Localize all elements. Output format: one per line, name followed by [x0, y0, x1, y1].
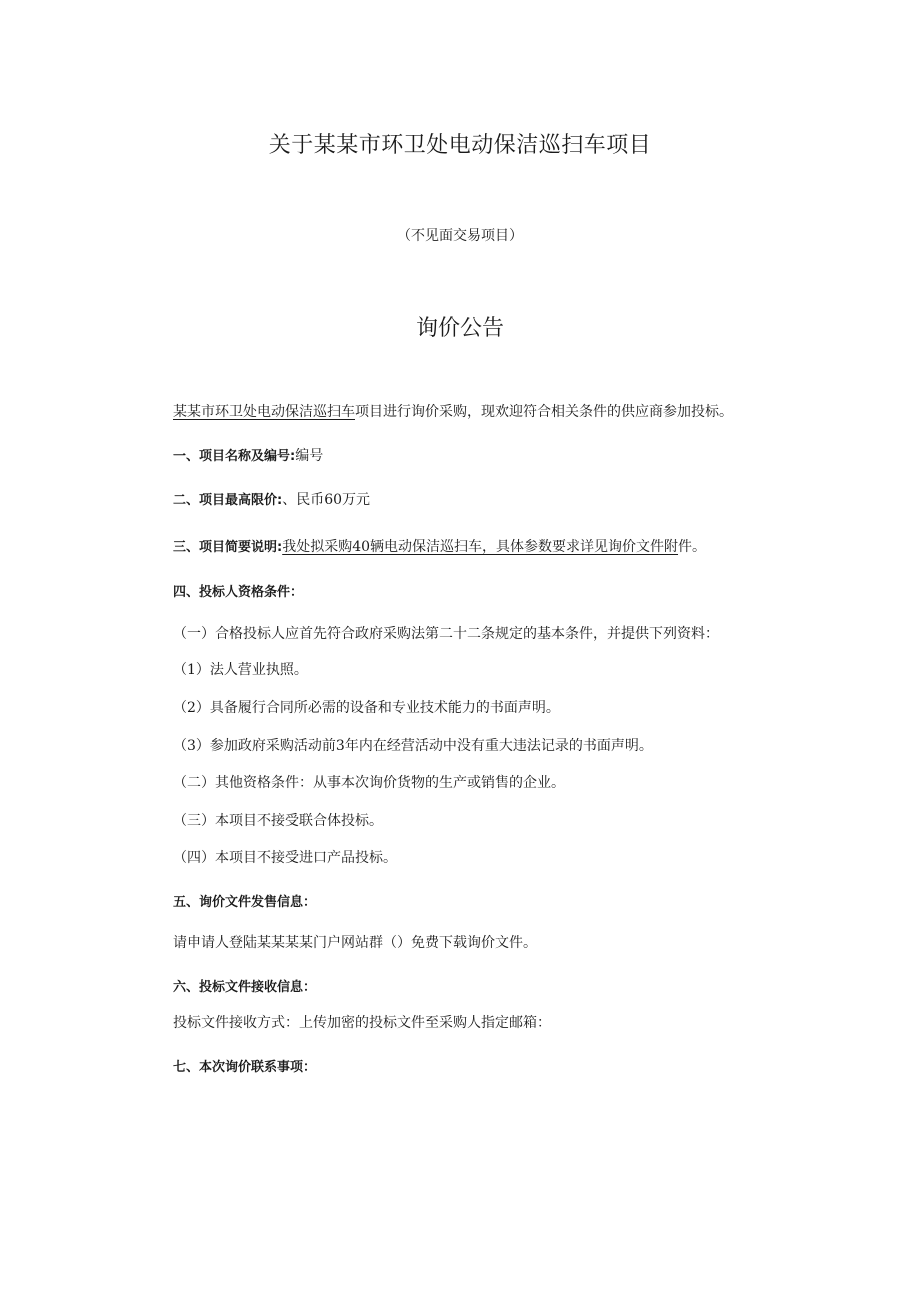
document-subtitle: （不见面交易项目）: [397, 228, 523, 244]
section-6: [173, 977, 873, 998]
section-3-label: 三、项目简要说明:: [173, 540, 283, 555]
document-title: 关于某某市环卫处电动保洁巡扫车项目: [268, 133, 652, 158]
section-7: [173, 1057, 873, 1078]
section-5-text: 请申请人登陆某某某某门户网站群（）免费下载询价文件。: [173, 935, 537, 951]
qualification-item: （3）参加政府采购活动前3年内在经营活动中没有重大违法记录的书面声明。: [173, 738, 653, 754]
section-2-label: 二、项目最高限价:: [173, 493, 283, 508]
section-2-value: 、民币60万元: [282, 492, 371, 508]
section-1: [173, 446, 873, 467]
qualification-item: （四）本项目不接受进口产品投标。: [173, 850, 397, 866]
section-4: [173, 582, 873, 603]
section-2: [173, 490, 873, 511]
section-1-value: 编号: [295, 448, 324, 464]
section-1-label: 一、项目名称及编号:: [173, 449, 296, 464]
section-5: [173, 892, 873, 913]
intro-project-name: 某某市环卫处电动保洁巡扫车: [173, 404, 355, 420]
intro-text: 项目进行询价采购，现欢迎符合相关条件的供应商参加投标。: [355, 404, 733, 420]
qualification-item: （一）合格投标人应首先符合政府采购法第二十二条规定的基本条件，并提供下列资料：: [173, 626, 719, 642]
qualification-item: （二）其他资格条件：从事本次询价货物的生产或销售的企业。: [173, 775, 565, 791]
section-3-tail: 件。: [678, 539, 707, 555]
section-3: [173, 537, 873, 558]
section-6-label: 六、投标文件接收信息：: [173, 980, 317, 995]
qualification-item: （2）具备履行合同所必需的设备和专业技术能力的书面声明。: [173, 700, 560, 716]
notice-heading: 询价公告: [415, 316, 504, 341]
intro-paragraph: [173, 402, 873, 422]
qualification-item: （三）本项目不接受联合体投标。: [173, 813, 383, 829]
qualification-item: （1）法人营业执照。: [173, 662, 308, 678]
section-5-label: 五、询价文件发售信息：: [173, 895, 317, 910]
section-6-text: 投标文件接收方式：上传加密的投标文件至采购人指定邮箱：: [173, 1015, 551, 1031]
section-7-label: 七、本次询价联系事项：: [173, 1060, 317, 1075]
section-3-description: 我处拟采购40辆电动保洁巡扫车，具体参数要求详见询价文件附: [282, 539, 679, 555]
section-4-label: 四、投标人资格条件：: [173, 585, 304, 600]
